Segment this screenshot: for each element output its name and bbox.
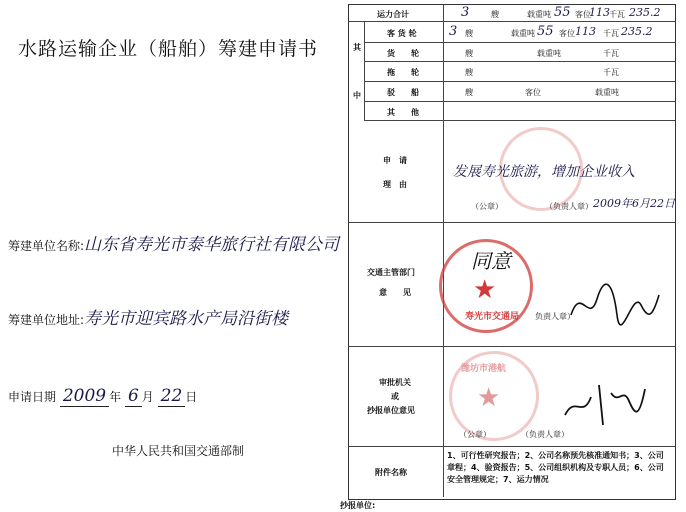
attachments-section [349, 447, 675, 497]
date-month: 6 [125, 386, 142, 407]
transport-total-tonnage-label: 载重吨 [527, 10, 551, 19]
approval-seal-text: 潍坊市港航 [461, 364, 507, 374]
ministry-footer: 中华人民共和国交通部制 [112, 444, 245, 458]
approval-label-1: 审批机关 [379, 378, 411, 387]
row-unit: 艘 [465, 68, 473, 77]
transport-total-row [349, 5, 675, 22]
unit-name-field [8, 230, 339, 255]
row-tonnage: 55 [537, 24, 554, 39]
approval-label-2: 或 [391, 392, 399, 401]
side-char-1: 其 [353, 43, 361, 52]
transport-total-seat-label: 客位 [575, 10, 591, 19]
side-char-2: 中 [353, 91, 361, 100]
row-label: 驳 船 [387, 88, 419, 97]
date-day-suffix: 日 [185, 390, 198, 404]
row-tonnage-label: 载重吨 [537, 49, 561, 58]
row-unit: 艘 [465, 49, 473, 58]
row-unit: 艘 [465, 88, 473, 97]
row-seat-label: 客位 [559, 29, 575, 38]
approval-label-3: 抄报单位意见 [367, 406, 415, 415]
row-tonnage-label: 载重吨 [511, 29, 535, 38]
traffic-dept-section [349, 223, 675, 347]
traffic-label-2: 意 见 [379, 288, 411, 297]
reason-person: （负责人章） [545, 202, 593, 211]
row-count: 3 [449, 24, 458, 39]
transport-total-unit: 艘 [491, 10, 499, 19]
attach-text: 1、可行性研究报告；2、公司名称预先核准通知书；3、公司章程；4、验资报告；5、公司组织机构及专职人员；6、公司安全管理规定；7、运力情况 [447, 451, 664, 484]
document-title: 水路运输企业（船舶）筹建申请书 [18, 38, 319, 60]
traffic-person: 负责人章） [535, 312, 575, 321]
cover-page [0, 0, 340, 512]
row-label: 其 他 [387, 108, 419, 117]
transport-total-count: 3 [461, 5, 470, 20]
reason-date: 2009年6月22日 [593, 197, 675, 210]
date-day: 22 [158, 386, 186, 407]
row-kw: 235.2 [621, 25, 653, 38]
unit-address-label: 筹建单位地址: [8, 313, 85, 327]
reason-label-2: 理 由 [383, 180, 407, 189]
star-icon: ★ [473, 275, 497, 305]
row-cargo [365, 43, 675, 62]
reason-label-1: 申 请 [383, 156, 407, 165]
approval-person: （负责人章） [521, 430, 569, 439]
unit-address-value: 寿光市迎宾路水产局沿街楼 [84, 309, 289, 329]
row-unit: 艘 [465, 29, 473, 38]
row-seat-label: 客位 [525, 88, 541, 97]
transport-total-label: 运力合计 [377, 10, 409, 19]
star-icon: ★ [477, 383, 501, 413]
row-kw-label: 千瓦 [603, 29, 619, 38]
transport-total-seat: 113 [589, 6, 610, 19]
transport-total-kw-label: 千瓦 [609, 10, 625, 19]
row-label: 拖 轮 [387, 68, 419, 77]
row-tug [365, 62, 675, 82]
unit-name-label: 筹建单位名称: [8, 239, 85, 253]
unit-address-field [8, 304, 288, 329]
transport-total-kw: 235.2 [629, 6, 661, 19]
traffic-label-1: 交通主管部门 [367, 268, 415, 277]
row-label: 货 轮 [387, 49, 419, 58]
traffic-signature: 同意 [471, 249, 511, 273]
application-date-field [8, 386, 197, 407]
row-kw-label: 千瓦 [603, 49, 619, 58]
row-barge [365, 82, 675, 102]
traffic-seal-text: 寿光市交通局 [465, 312, 520, 322]
row-other [365, 102, 675, 121]
approval-signature [559, 375, 649, 435]
approval-section [349, 347, 675, 447]
reason-seal: （公章） [471, 202, 503, 211]
signature-scribble [567, 275, 663, 331]
breakdown-side-label [349, 22, 365, 121]
date-label: 申请日期 [8, 390, 57, 404]
application-form-table [348, 4, 676, 500]
row-passenger-cargo [365, 22, 675, 43]
date-year-suffix: 年 [109, 390, 122, 404]
transport-total-tonnage: 55 [554, 5, 571, 20]
copy-unit-label: 抄报单位: [340, 501, 376, 510]
row-label: 客 货 轮 [387, 29, 417, 38]
row-tonnage-label: 载重吨 [595, 88, 619, 97]
row-kw-label: 千瓦 [603, 68, 619, 77]
date-month-suffix: 月 [141, 390, 154, 404]
reason-section [349, 121, 675, 223]
reason-text: 发展寿光旅游，增加企业收入 [453, 164, 635, 180]
row-seat: 113 [575, 25, 596, 38]
unit-name-value: 山东省寿光市泰华旅行社有限公司 [84, 235, 340, 255]
date-year: 2009 [60, 386, 109, 407]
attach-label: 附件名称 [375, 468, 407, 477]
approval-seal-label: （公章） [459, 430, 491, 439]
